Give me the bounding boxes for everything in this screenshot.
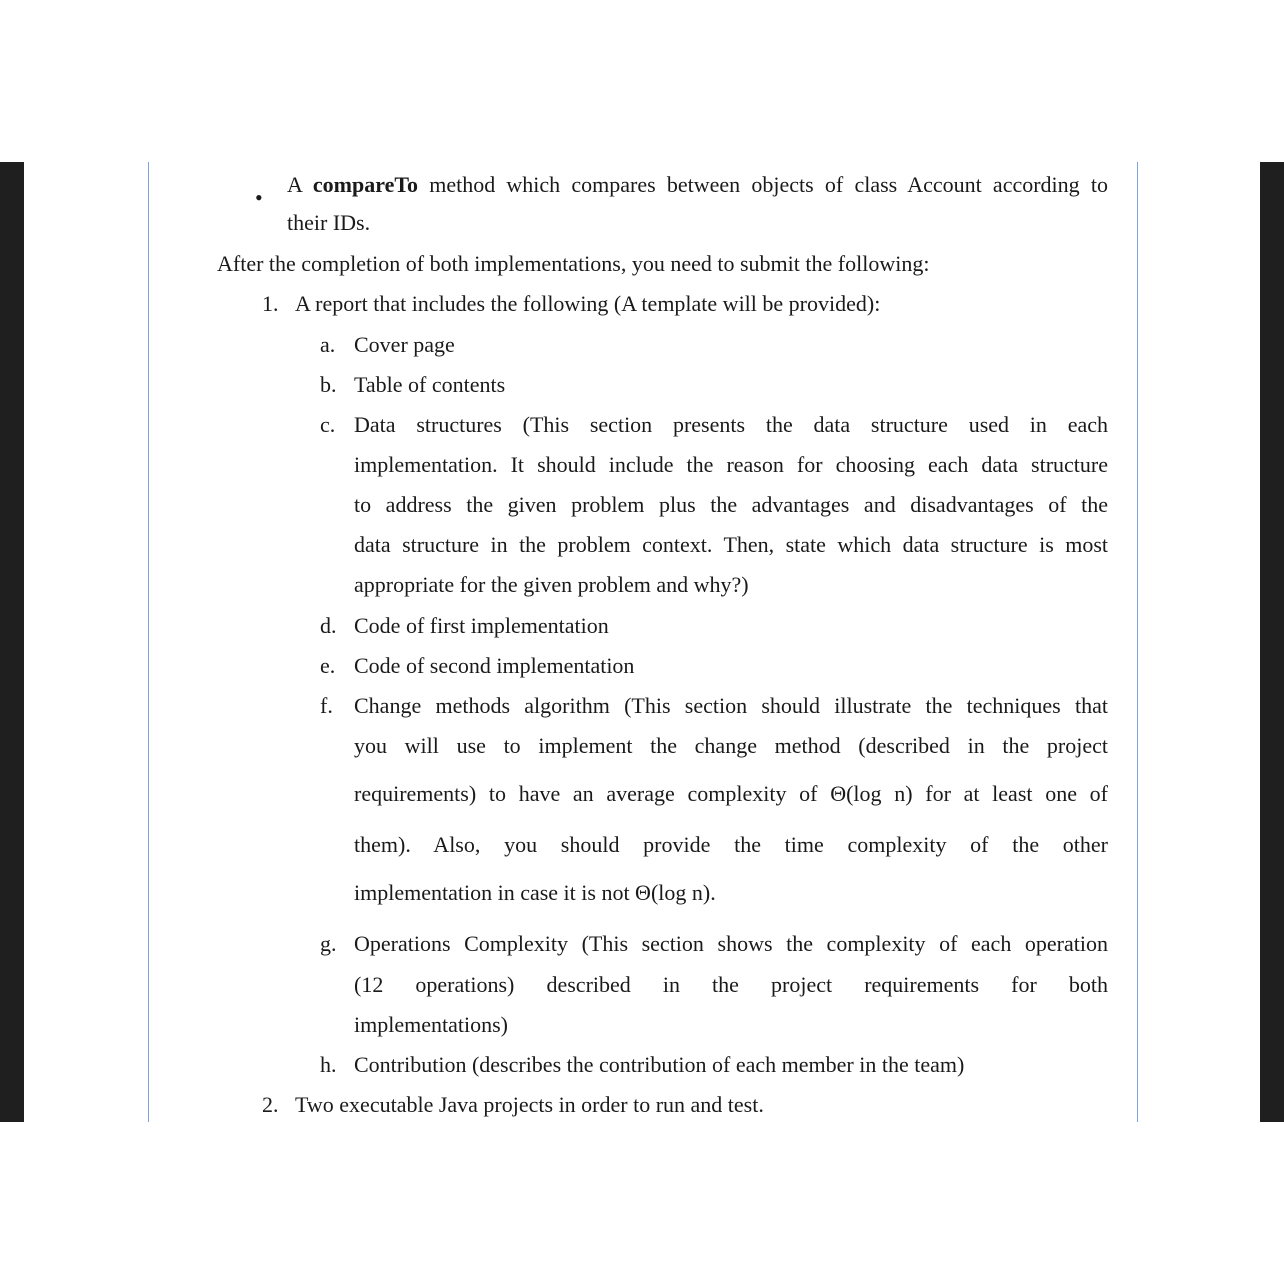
item-1-number: 1. [262, 291, 279, 316]
subitem-c-line: data structure in the problem context. Then, state which data structure is most [354, 532, 1108, 557]
item-2-text: Two executable Java projects in order to run and test. [295, 1092, 764, 1117]
right-dark-bar [1260, 162, 1284, 1122]
subitem-f-line: them). Also, you should provide the time complexity of the other [354, 832, 1108, 857]
subitem-g-line: (12 operations) described in the project requirements for both [354, 972, 1108, 997]
bullet-prefix: A [287, 172, 313, 197]
subitem-f-line: requirements) to have an average complexity of Θ(log n) for at least one of [354, 781, 1108, 806]
subitem-f-line: implementation in case it is not Θ(log n). [354, 880, 716, 905]
item-2-number: 2. [262, 1092, 279, 1117]
subitem-e-text: Code of second implementation [354, 653, 635, 678]
right-margin-guide [1137, 162, 1138, 1122]
subitem-c-letter: c. [320, 412, 336, 437]
subitem-a-letter: a. [320, 332, 336, 357]
subitem-b-text: Table of contents [354, 372, 506, 397]
subitem-g-line: implementations) [354, 1012, 508, 1037]
intro-paragraph: After the completion of both implementations, you need to submit the following: [217, 251, 930, 276]
left-margin-guide [148, 162, 149, 1122]
subitem-f-line: Change methods algorithm (This section should illustrate the techniques that [354, 693, 1108, 718]
subitem-c-line: appropriate for the given problem and why?) [354, 572, 749, 597]
subitem-f-line: you will use to implement the change method (described in the project [354, 733, 1108, 758]
subitem-h-text: Contribution (describes the contribution of each member in the team) [354, 1052, 965, 1077]
subitem-c-line: Data structures (This section presents the data structure used in each [354, 412, 1108, 437]
subitem-d-text: Code of first implementation [354, 613, 609, 638]
subitem-g-line: Operations Complexity (This section shows the complexity of each operation [354, 931, 1108, 956]
left-dark-bar [0, 162, 24, 1122]
bullet-line-1 [287, 171, 1108, 199]
bullet-line-1-rest: method which compares between objects of class Account according to [418, 172, 1108, 197]
subitem-h-letter: h. [320, 1052, 337, 1077]
bullet-icon: • [255, 185, 263, 210]
subitem-g-letter: g. [320, 931, 337, 956]
subitem-c-line: to address the given problem plus the advantages and disadvantages of the [354, 492, 1108, 517]
subitem-e-letter: e. [320, 653, 336, 678]
item-1-text: A report that includes the following (A template will be provided): [295, 291, 881, 316]
subitem-d-letter: d. [320, 613, 337, 638]
subitem-a-text: Cover page [354, 332, 455, 357]
bullet-line-2: their IDs. [287, 210, 371, 235]
compareto-term: compareTo [312, 172, 419, 197]
subitem-b-letter: b. [320, 372, 337, 397]
subitem-f-letter: f. [320, 693, 333, 718]
subitem-c-line: implementation. It should include the reason for choosing each data structure [354, 452, 1108, 477]
